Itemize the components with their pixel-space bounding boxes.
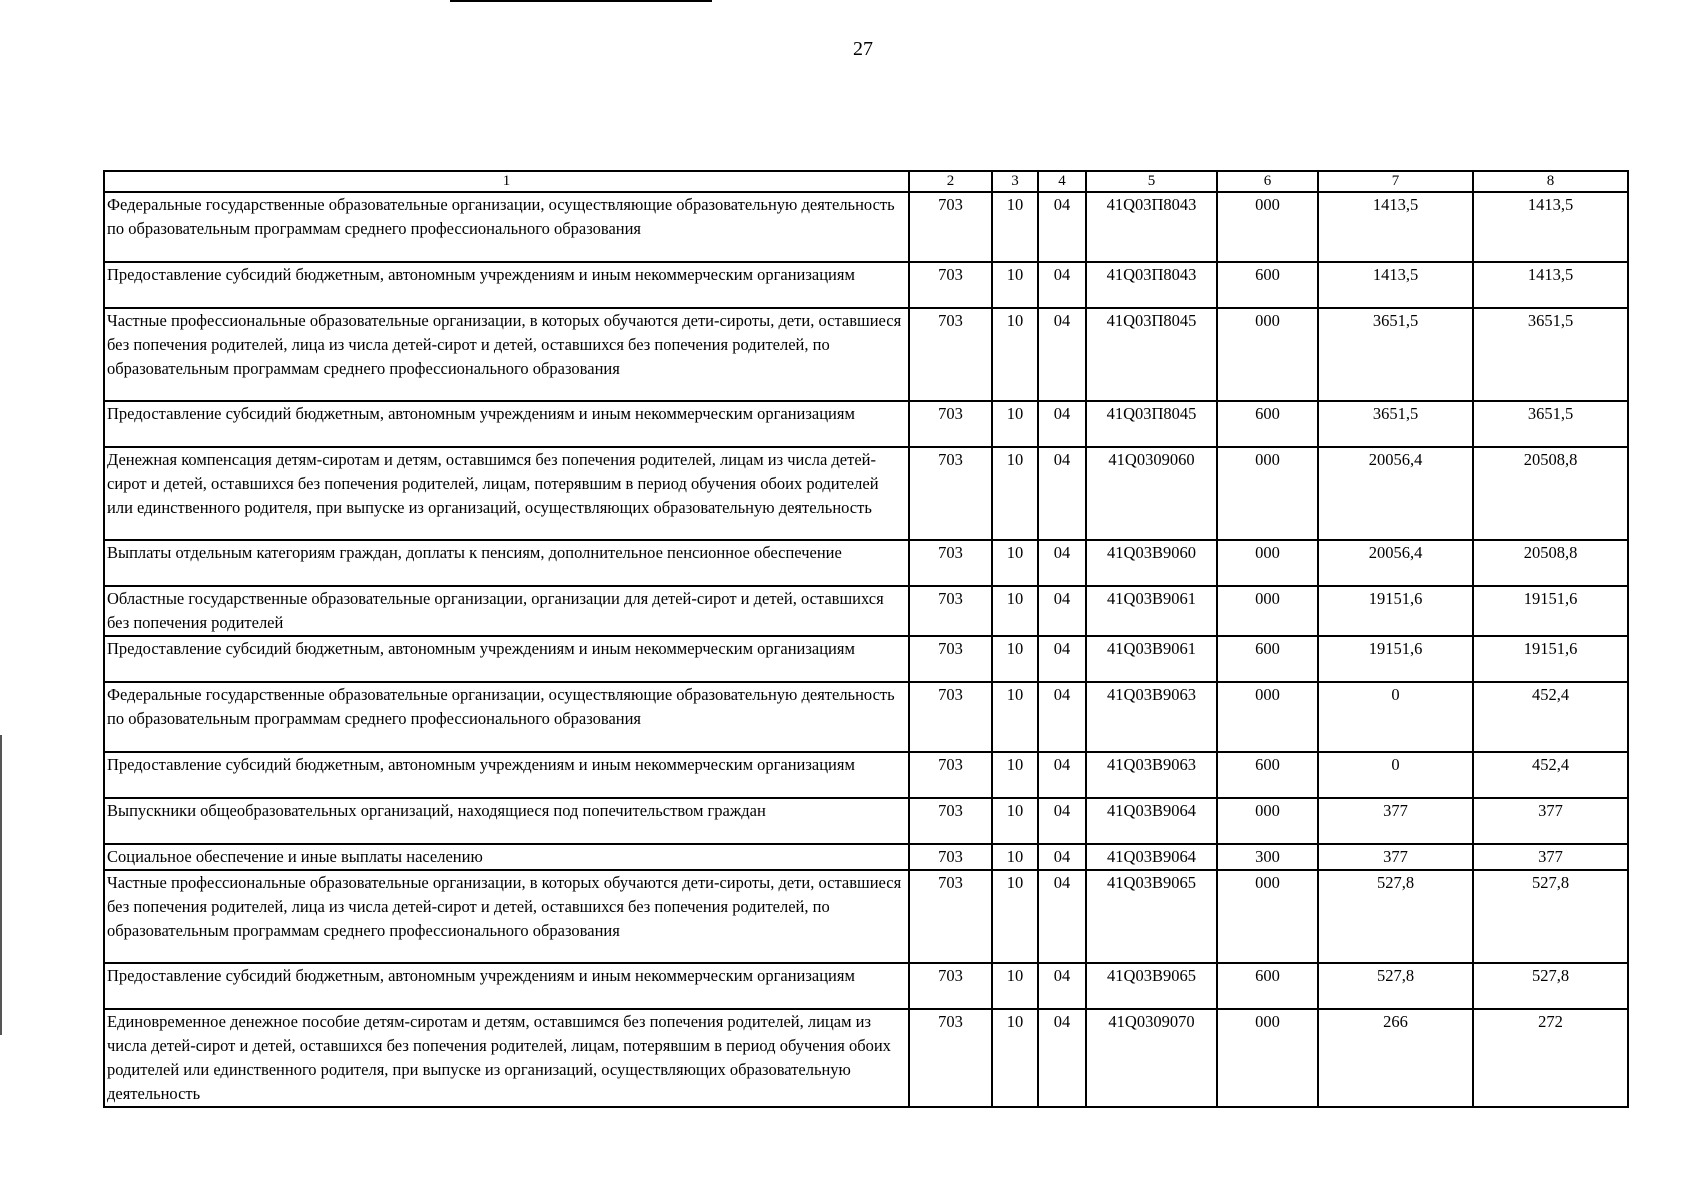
section-code: 703 [909, 308, 992, 401]
subsection-code: 10 [992, 308, 1038, 401]
section-code: 703 [909, 870, 992, 963]
expense-type-code: 000 [1217, 682, 1318, 752]
amount-year-1: 19151,6 [1318, 636, 1473, 682]
amount-year-1: 527,8 [1318, 963, 1473, 1009]
target-article-code: 41Q03B9063 [1086, 682, 1217, 752]
subsection-detail-code: 04 [1038, 870, 1086, 963]
subsection-detail-code: 04 [1038, 1009, 1086, 1107]
amount-year-1: 527,8 [1318, 870, 1473, 963]
header-col-5: 5 [1086, 171, 1217, 192]
header-row [104, 171, 1628, 192]
subsection-code: 10 [992, 844, 1038, 870]
header-col-6: 6 [1217, 171, 1318, 192]
subsection-code: 10 [992, 540, 1038, 586]
amount-year-1: 0 [1318, 682, 1473, 752]
row-name: Предоставление субсидий бюджетным, автономным учреждениям и иным некоммерческим организациям [107, 966, 855, 985]
target-article-code: 41Q03П8045 [1086, 401, 1217, 447]
row-name: Единовременное денежное пособие детям-сиротам и детям, оставшимся без попечения родителей, лицам из числа детей-сирот и детей, оставшихся без попечения родителей, лицам, потерявшим в период обучения обоих родителей или единственного родителя, при выпуске из организаций, осуществляющих образовательную деятельность [107, 1012, 891, 1103]
amount-year-2: 377 [1473, 798, 1628, 844]
subsection-code: 10 [992, 798, 1038, 844]
row-name: Денежная компенсация детям-сиротам и детям, оставшимся без попечения родителей, лицам из числа детей-сирот и детей, оставшихся без попечения родителей, лицам, потерявшим в период обучения обоих родителей или единственного родителя, при выпуске из организаций, осуществляющих образовательную деятельность [107, 450, 879, 517]
target-article-code: 41Q03B9061 [1086, 586, 1217, 636]
row-name: Федеральные государственные образовательные организации, осуществляющие образовательную деятельность по образовательным программам среднего профессионального образования [107, 685, 895, 728]
amount-year-1: 3651,5 [1318, 401, 1473, 447]
row-name-cell [104, 540, 909, 586]
expense-type-code: 600 [1217, 963, 1318, 1009]
amount-year-2: 452,4 [1473, 682, 1628, 752]
target-article-code: 41Q0309070 [1086, 1009, 1217, 1107]
subsection-detail-code: 04 [1038, 586, 1086, 636]
table-row [104, 586, 1628, 636]
table-row [104, 447, 1628, 540]
subsection-detail-code: 04 [1038, 401, 1086, 447]
amount-year-2: 19151,6 [1473, 636, 1628, 682]
table-row [104, 192, 1628, 262]
expense-type-code: 300 [1217, 844, 1318, 870]
table-row [104, 798, 1628, 844]
table-row [104, 401, 1628, 447]
subsection-detail-code: 04 [1038, 192, 1086, 262]
table-row [104, 636, 1628, 682]
row-name-cell [104, 682, 909, 752]
header-col-7: 7 [1318, 171, 1473, 192]
table-row [104, 870, 1628, 963]
amount-year-2: 20508,8 [1473, 447, 1628, 540]
amount-year-1: 377 [1318, 798, 1473, 844]
amount-year-1: 266 [1318, 1009, 1473, 1107]
table-row [104, 262, 1628, 308]
section-code: 703 [909, 447, 992, 540]
table-row [104, 540, 1628, 586]
amount-year-2: 527,8 [1473, 870, 1628, 963]
row-name-cell [104, 636, 909, 682]
section-code: 703 [909, 262, 992, 308]
target-article-code: 41Q03П8045 [1086, 308, 1217, 401]
header-col-3: 3 [992, 171, 1038, 192]
table-row [104, 752, 1628, 798]
row-name-cell [104, 963, 909, 1009]
amount-year-2: 20508,8 [1473, 540, 1628, 586]
amount-year-1: 0 [1318, 752, 1473, 798]
header-col-4: 4 [1038, 171, 1086, 192]
amount-year-1: 3651,5 [1318, 308, 1473, 401]
amount-year-1: 1413,5 [1318, 262, 1473, 308]
section-code: 703 [909, 798, 992, 844]
subsection-detail-code: 04 [1038, 963, 1086, 1009]
target-article-code: 41Q03B9064 [1086, 798, 1217, 844]
row-name-cell [104, 752, 909, 798]
section-code: 703 [909, 963, 992, 1009]
amount-year-1: 377 [1318, 844, 1473, 870]
subsection-detail-code: 04 [1038, 262, 1086, 308]
subsection-detail-code: 04 [1038, 682, 1086, 752]
row-name-cell [104, 401, 909, 447]
subsection-code: 10 [992, 752, 1038, 798]
amount-year-1: 1413,5 [1318, 192, 1473, 262]
table-row [104, 682, 1628, 752]
subsection-code: 10 [992, 636, 1038, 682]
target-article-code: 41Q03П8043 [1086, 192, 1217, 262]
subsection-code: 10 [992, 1009, 1038, 1107]
subsection-code: 10 [992, 870, 1038, 963]
row-name-cell [104, 262, 909, 308]
table-row [104, 844, 1628, 870]
expense-type-code: 600 [1217, 752, 1318, 798]
target-article-code: 41Q03B9060 [1086, 540, 1217, 586]
table-header [104, 171, 1628, 192]
amount-year-1: 20056,4 [1318, 447, 1473, 540]
target-article-code: 41Q03B9063 [1086, 752, 1217, 798]
subsection-code: 10 [992, 963, 1038, 1009]
section-code: 703 [909, 636, 992, 682]
subsection-detail-code: 04 [1038, 752, 1086, 798]
top-rule [450, 0, 712, 2]
row-name-cell [104, 798, 909, 844]
row-name: Предоставление субсидий бюджетным, автономным учреждениям и иным некоммерческим организациям [107, 265, 855, 284]
expense-type-code: 000 [1217, 192, 1318, 262]
row-name-cell [104, 844, 909, 870]
subsection-detail-code: 04 [1038, 798, 1086, 844]
page-number: 27 [853, 38, 873, 60]
subsection-detail-code: 04 [1038, 636, 1086, 682]
subsection-code: 10 [992, 401, 1038, 447]
amount-year-2: 377 [1473, 844, 1628, 870]
expense-type-code: 600 [1217, 401, 1318, 447]
section-code: 703 [909, 752, 992, 798]
amount-year-2: 19151,6 [1473, 586, 1628, 636]
table-row [104, 308, 1628, 401]
subsection-code: 10 [992, 192, 1038, 262]
expense-type-code: 000 [1217, 870, 1318, 963]
expense-type-code: 600 [1217, 262, 1318, 308]
expense-type-code: 000 [1217, 586, 1318, 636]
row-name-cell [104, 447, 909, 540]
target-article-code: 41Q03B9065 [1086, 870, 1217, 963]
row-name: Областные государственные образовательные организации, организации для детей-сирот и детей, оставшихся без попечения родителей [107, 589, 884, 632]
section-code: 703 [909, 401, 992, 447]
section-code: 703 [909, 586, 992, 636]
row-name: Предоставление субсидий бюджетным, автономным учреждениям и иным некоммерческим организациям [107, 404, 855, 423]
target-article-code: 41Q0309060 [1086, 447, 1217, 540]
section-code: 703 [909, 1009, 992, 1107]
scan-edge-mark [0, 735, 2, 1035]
expense-type-code: 000 [1217, 540, 1318, 586]
row-name: Предоставление субсидий бюджетным, автономным учреждениям и иным некоммерческим организациям [107, 755, 855, 774]
row-name: Выплаты отдельным категориям граждан, доплаты к пенсиям, дополнительное пенсионное обеспечение [107, 543, 842, 562]
section-code: 703 [909, 192, 992, 262]
header-col-8: 8 [1473, 171, 1628, 192]
expense-type-code: 000 [1217, 308, 1318, 401]
subsection-code: 10 [992, 262, 1038, 308]
row-name-cell [104, 192, 909, 262]
target-article-code: 41Q03B9061 [1086, 636, 1217, 682]
row-name-cell [104, 1009, 909, 1107]
subsection-code: 10 [992, 682, 1038, 752]
amount-year-2: 3651,5 [1473, 308, 1628, 401]
table-body [104, 192, 1628, 1107]
subsection-detail-code: 04 [1038, 308, 1086, 401]
section-code: 703 [909, 682, 992, 752]
subsection-detail-code: 04 [1038, 447, 1086, 540]
budget-table [103, 170, 1629, 1108]
expense-type-code: 000 [1217, 1009, 1318, 1107]
header-col-2: 2 [909, 171, 992, 192]
subsection-code: 10 [992, 447, 1038, 540]
subsection-detail-code: 04 [1038, 540, 1086, 586]
row-name: Предоставление субсидий бюджетным, автономным учреждениям и иным некоммерческим организациям [107, 639, 855, 658]
amount-year-2: 272 [1473, 1009, 1628, 1107]
section-code: 703 [909, 540, 992, 586]
table-row [104, 963, 1628, 1009]
table-row [104, 1009, 1628, 1107]
expense-type-code: 000 [1217, 798, 1318, 844]
target-article-code: 41Q03B9065 [1086, 963, 1217, 1009]
amount-year-2: 1413,5 [1473, 192, 1628, 262]
subsection-detail-code: 04 [1038, 844, 1086, 870]
row-name: Социальное обеспечение и иные выплаты населению [107, 847, 483, 866]
section-code: 703 [909, 844, 992, 870]
row-name-cell [104, 308, 909, 401]
row-name-cell [104, 870, 909, 963]
amount-year-1: 20056,4 [1318, 540, 1473, 586]
expense-type-code: 600 [1217, 636, 1318, 682]
row-name: Частные профессиональные образовательные организации, в которых обучаются дети-сироты, дети, оставшиеся без попечения родителей, лица из числа детей-сирот и детей, оставшихся без попечения родителей, по образовательным программам среднего профессионального образования [107, 311, 902, 378]
row-name: Выпускники общеобразовательных организаций, находящиеся под попечительством граждан [107, 801, 766, 820]
subsection-code: 10 [992, 586, 1038, 636]
header-col-1: 1 [104, 171, 909, 192]
amount-year-2: 452,4 [1473, 752, 1628, 798]
row-name-cell [104, 586, 909, 636]
row-name: Частные профессиональные образовательные организации, в которых обучаются дети-сироты, дети, оставшиеся без попечения родителей, лица из числа детей-сирот и детей, оставшихся без попечения родителей, по образовательным программам среднего профессионального образования [107, 873, 902, 940]
expense-type-code: 000 [1217, 447, 1318, 540]
target-article-code: 41Q03П8043 [1086, 262, 1217, 308]
amount-year-2: 527,8 [1473, 963, 1628, 1009]
amount-year-1: 19151,6 [1318, 586, 1473, 636]
amount-year-2: 1413,5 [1473, 262, 1628, 308]
target-article-code: 41Q03B9064 [1086, 844, 1217, 870]
amount-year-2: 3651,5 [1473, 401, 1628, 447]
row-name: Федеральные государственные образовательные организации, осуществляющие образовательную деятельность по образовательным программам среднего профессионального образования [107, 195, 895, 238]
